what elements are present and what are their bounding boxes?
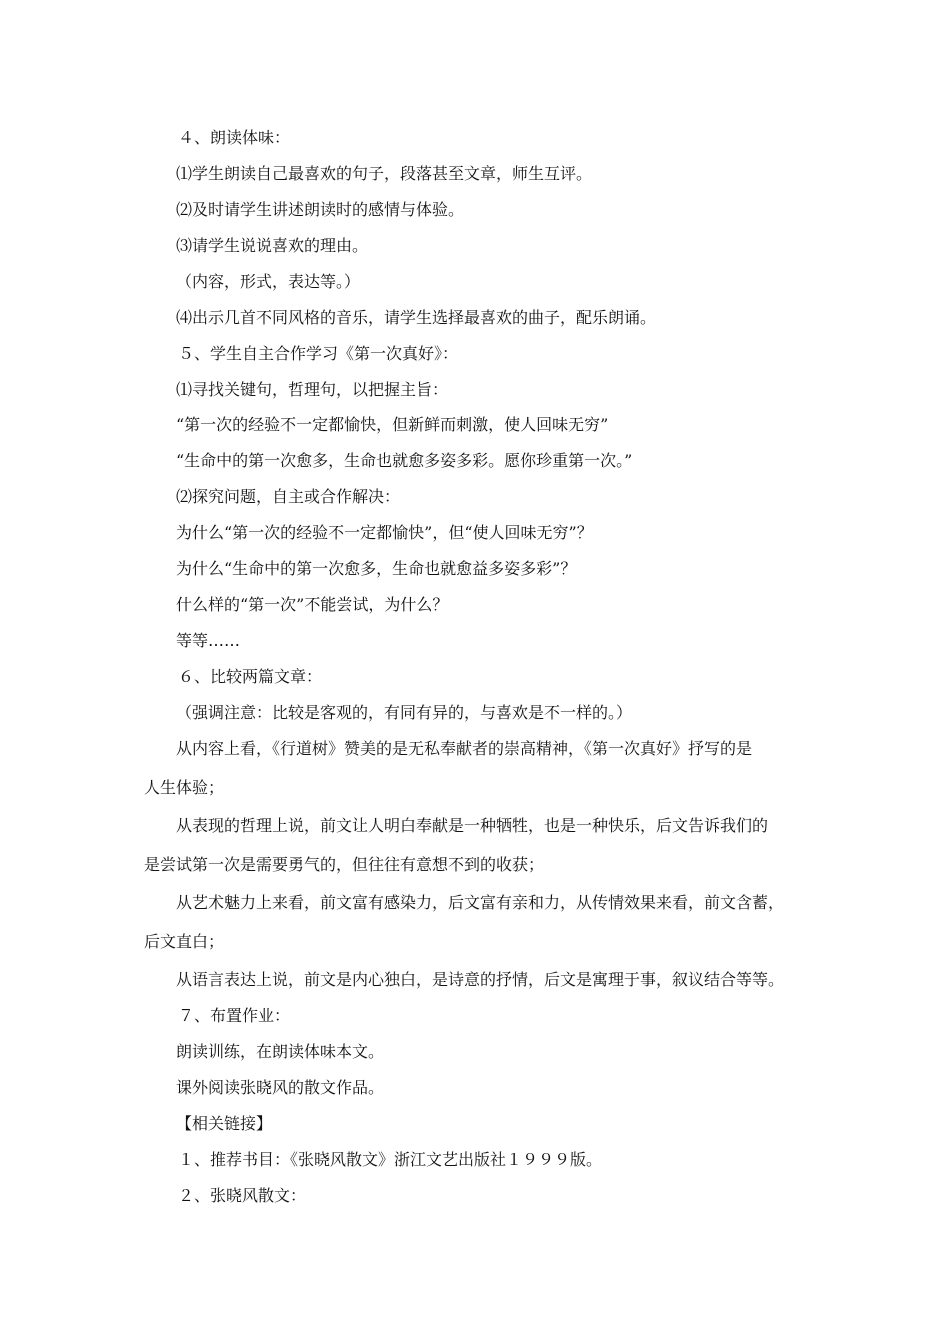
question: 为什么“第一次的经验不一定都愉快”，但“使人回味无穷”？	[176, 523, 593, 542]
paragraph: ⑷出示几首不同风格的音乐，请学生选择最喜欢的曲子，配乐朗诵。	[176, 308, 657, 327]
paragraph: ⑵探究问题，自主或合作解决：	[176, 487, 401, 506]
section-heading-6: ６、比较两篇文章：	[178, 667, 323, 686]
quote: “生命中的第一次愈多，生命也就愈多姿多彩。愿你珍重第一次。”	[176, 451, 633, 470]
list-item: １、推荐书目：《张晓风散文》浙江文艺出版社１９９９版。	[178, 1150, 603, 1169]
paragraph-continuation: 人生体验；	[144, 778, 225, 797]
section-heading-7: ７、布置作业：	[178, 1006, 291, 1025]
related-links-heading: 【相关链接】	[176, 1114, 273, 1133]
paragraph: 从艺术魅力上来看，前文富有感染力，后文富有亲和力，从传情效果来看，前文含蓄，	[176, 893, 785, 912]
paragraph: 从内容上看，《行道树》赞美的是无私奉献者的崇高精神，《第一次真好》抒写的是	[176, 739, 753, 758]
paragraph: 从语言表达上说，前文是内心独白，是诗意的抒情，后文是寓理于事，叙议结合等等。	[176, 970, 785, 989]
paragraph: 等等……	[176, 631, 241, 650]
question: 为什么“生命中的第一次愈多，生命也就愈益多姿多彩”？	[176, 559, 577, 578]
paragraph: ⑶请学生说说喜欢的理由。	[176, 236, 369, 255]
paragraph-continuation: 是尝试第一次是需要勇气的，但往往有意想不到的收获；	[144, 855, 545, 874]
paragraph: （内容，形式，表达等。）	[176, 272, 361, 291]
paragraph: 课外阅读张晓风的散文作品。	[176, 1078, 385, 1097]
paragraph: （强调注意：比较是客观的，有同有异的，与喜欢是不一样的。）	[176, 703, 633, 722]
section-heading-4: ４、朗读体味：	[178, 128, 291, 147]
list-item: ２、张晓风散文：	[178, 1186, 307, 1205]
quote: “第一次的经验不一定都愉快，但新鲜而刺激，使人回味无穷”	[176, 415, 609, 434]
paragraph: 从表现的哲理上说，前文让人明白奉献是一种牺牲，也是一种快乐，后文告诉我们的	[176, 816, 769, 835]
section-heading-5: ５、学生自主合作学习《第一次真好》：	[178, 344, 459, 363]
paragraph-continuation: 后文直白；	[144, 932, 225, 951]
paragraph: 朗读训练，在朗读体味本文。	[176, 1042, 385, 1061]
paragraph: ⑴寻找关键句，哲理句，以把握主旨：	[176, 380, 449, 399]
question: 什么样的“第一次”不能尝试，为什么？	[176, 595, 449, 614]
paragraph: ⑴学生朗读自己最喜欢的句子，段落甚至文章，师生互评。	[176, 164, 593, 183]
paragraph: ⑵及时请学生讲述朗读时的感情与体验。	[176, 200, 465, 219]
